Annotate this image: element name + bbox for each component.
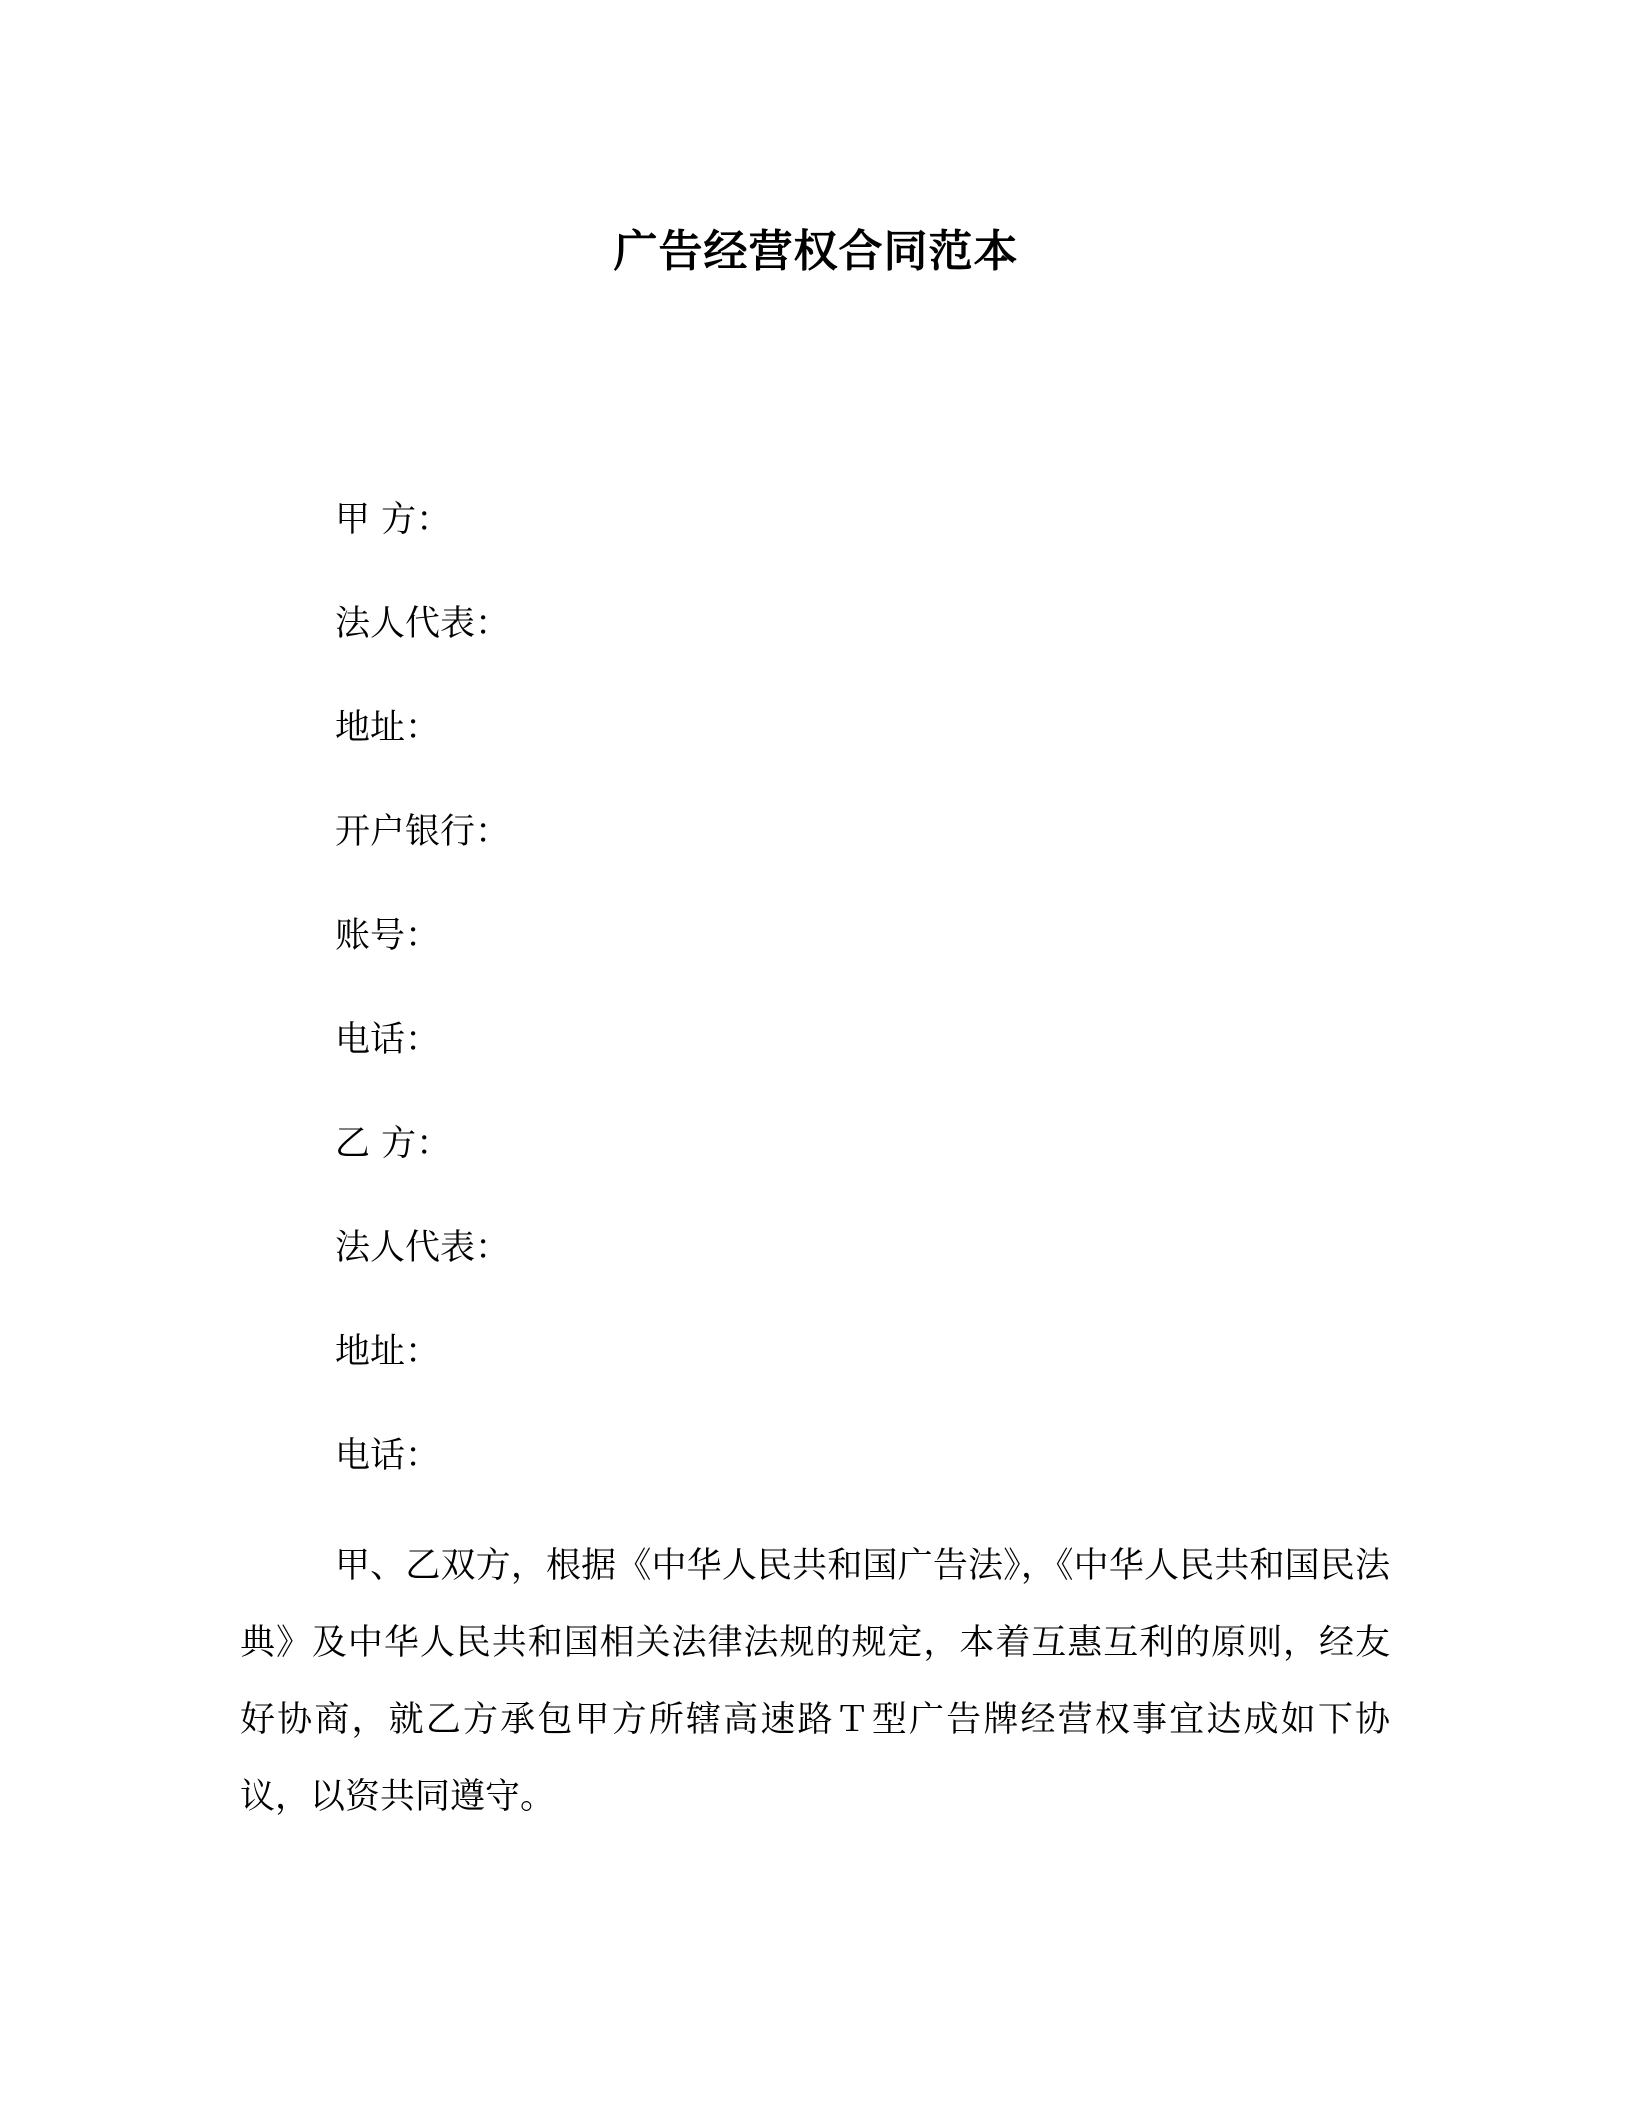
party-b-label: 乙 方： bbox=[335, 1124, 452, 1164]
party-a-address-label: 地址： bbox=[335, 708, 441, 748]
party-a-account-label: 账号： bbox=[335, 916, 441, 956]
party-a-label: 甲 方： bbox=[335, 500, 452, 540]
party-info-list bbox=[335, 492, 510, 1532]
party-b-phone-label: 电话： bbox=[335, 1436, 441, 1476]
party-b-address-label: 地址： bbox=[335, 1332, 441, 1372]
party-a-bank-label: 开户银行： bbox=[335, 812, 511, 852]
document-title: 广告经营权合同范本 bbox=[613, 226, 1019, 277]
party-a-phone-label: 电话： bbox=[335, 1020, 441, 1060]
preamble-paragraph: 甲、乙双方，根据《中华人民共和国广告法》，《中华人民共和国民法典》及中华人民共和国相关法律法规的规定，本着互惠互利的原则，经友好协商，就乙方承包甲方所辖高速路Ｔ型广告牌经营权事宜达成如下协议，以资共同遵守。 bbox=[240, 1546, 1390, 1817]
party-b-legal-representative-label: 法人代表： bbox=[335, 1228, 511, 1268]
party-a-legal-representative-label: 法人代表： bbox=[335, 604, 511, 644]
